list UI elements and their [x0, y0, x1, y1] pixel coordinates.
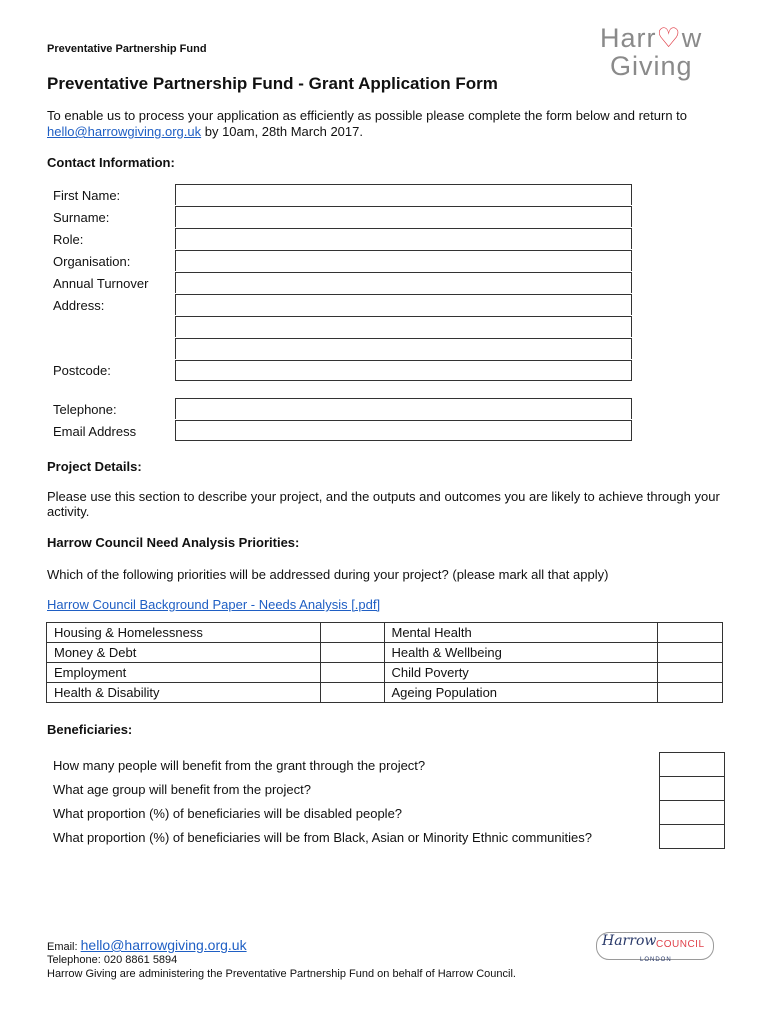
priority-label: Health & Disability: [47, 683, 321, 703]
role-label: Role:: [53, 232, 84, 247]
organisation-label: Organisation:: [53, 254, 131, 269]
priority-label: Housing & Homelessness: [47, 623, 321, 643]
priority-label: Employment: [47, 663, 321, 683]
postcode-label: Postcode:: [53, 363, 111, 378]
address-label: Address:: [53, 298, 105, 313]
priority-checkbox[interactable]: [320, 643, 384, 663]
priority-checkbox[interactable]: [320, 683, 384, 703]
header-small-title: Preventative Partnership Fund: [47, 43, 207, 55]
harrow-council-logo: [596, 930, 716, 966]
table-row: [47, 643, 723, 663]
heart-icon: ♡: [656, 23, 682, 53]
annual-turnover-field[interactable]: [175, 272, 632, 293]
beneficiary-question: What age group will benefit from the project?: [53, 782, 311, 797]
council-logo-word: COUNCIL: [656, 939, 705, 950]
role-field[interactable]: [175, 228, 632, 249]
first-name-field[interactable]: [175, 184, 632, 205]
logo-text-1b: w: [681, 23, 703, 53]
beneficiary-age-field[interactable]: [659, 776, 725, 801]
footer-note: Harrow Giving are administering the Preventative Partnership Fund on behalf of Harrow Council.: [47, 968, 516, 980]
priority-label: Mental Health: [384, 623, 658, 643]
priorities-heading: Harrow Council Need Analysis Priorities:: [47, 535, 300, 550]
priority-checkbox[interactable]: [320, 623, 384, 643]
telephone-label: Telephone:: [53, 402, 117, 417]
needs-analysis-link-wrap: [47, 597, 727, 612]
priority-checkbox[interactable]: [658, 623, 723, 643]
priority-checkbox[interactable]: [658, 663, 723, 683]
council-logo-sub: LONDON: [640, 957, 672, 963]
priority-label: Child Poverty: [384, 663, 658, 683]
intro-text-2: by 10am, 28th March 2017.: [201, 124, 363, 139]
annual-turnover-label: Annual Turnover: [53, 276, 149, 291]
address-field-line-1[interactable]: [175, 294, 632, 315]
footer-telephone: Telephone: 020 8861 5894: [47, 954, 178, 966]
email-address-field[interactable]: [175, 420, 632, 441]
telephone-field[interactable]: [175, 398, 632, 419]
intro-text-1: To enable us to process your application as efficiently as possible please complete the form below and return to: [47, 108, 688, 123]
council-logo-script: Harrow: [602, 933, 657, 949]
priority-checkbox[interactable]: [658, 643, 723, 663]
priorities-table: [46, 622, 723, 703]
address-field-line-2[interactable]: [175, 316, 632, 337]
intro-paragraph: [47, 108, 727, 140]
footer-email-label: Email:: [47, 941, 81, 953]
needs-analysis-link[interactable]: Harrow Council Background Paper - Needs Analysis [.pdf]: [47, 597, 381, 612]
logo-text-2: Giving: [610, 51, 693, 81]
email-address-label: Email Address: [53, 424, 137, 439]
table-row: [47, 623, 723, 643]
surname-label: Surname:: [53, 210, 110, 225]
contact-heading: Contact Information:: [47, 155, 175, 170]
intro-email-link[interactable]: hello@harrowgiving.org.uk: [47, 124, 202, 139]
beneficiary-count-field[interactable]: [659, 752, 725, 777]
surname-field[interactable]: [175, 206, 632, 227]
table-row: [47, 683, 723, 703]
table-row: [47, 663, 723, 683]
first-name-label: First Name:: [53, 188, 121, 203]
beneficiaries-heading: Beneficiaries:: [47, 722, 133, 737]
beneficiary-bame-field[interactable]: [659, 824, 725, 849]
beneficiary-question: What proportion (%) of beneficiaries will be from Black, Asian or Minority Ethnic communities?: [53, 830, 592, 845]
footer-email: [47, 937, 247, 953]
priority-label: Ageing Population: [384, 683, 658, 703]
beneficiary-disabled-field[interactable]: [659, 800, 725, 825]
beneficiary-question: How many people will benefit from the grant through the project?: [53, 758, 426, 773]
priority-label: Health & Wellbeing: [384, 643, 658, 663]
organisation-field[interactable]: [175, 250, 632, 271]
postcode-field[interactable]: [175, 360, 632, 381]
project-description: Please use this section to describe your project, and the outputs and outcomes you are likely to achieve through your activity.: [47, 489, 720, 519]
priority-label: Money & Debt: [47, 643, 321, 663]
harrow-giving-logo: [600, 24, 730, 88]
project-heading: Project Details:: [47, 459, 142, 474]
beneficiary-question: What proportion (%) of beneficiaries will be disabled people?: [53, 806, 403, 821]
priorities-question: Which of the following priorities will be addressed during your project? (please mark all that apply): [47, 567, 609, 582]
footer-email-link[interactable]: hello@harrowgiving.org.uk: [80, 937, 247, 953]
address-field-line-3[interactable]: [175, 338, 632, 359]
priority-checkbox[interactable]: [320, 663, 384, 683]
priority-checkbox[interactable]: [658, 683, 723, 703]
form-title: Preventative Partnership Fund - Grant Application Form: [47, 74, 498, 93]
logo-text-1: Harr: [600, 23, 657, 53]
